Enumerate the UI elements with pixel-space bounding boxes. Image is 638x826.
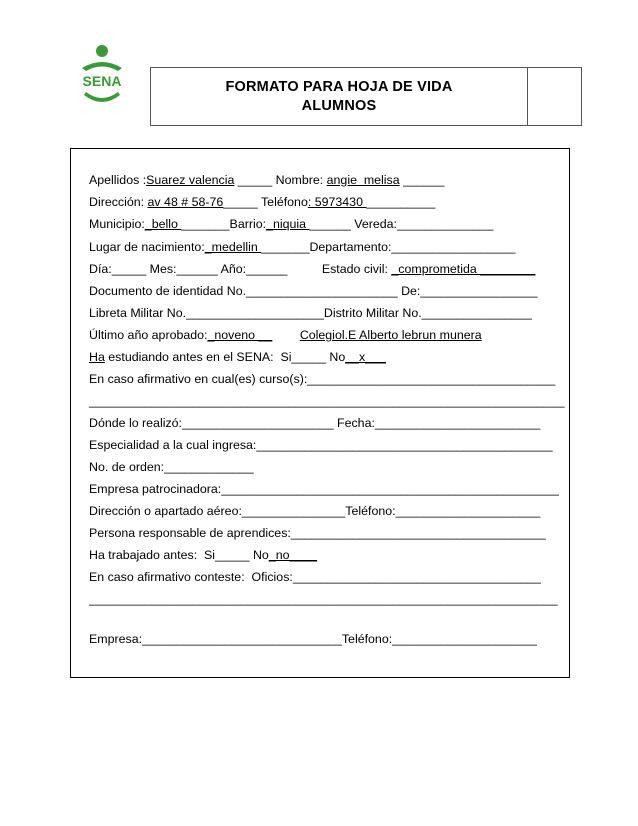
municipio-value: _bello bbox=[144, 217, 182, 231]
header-table bbox=[54, 67, 582, 126]
vereda-label: ______ Vereda:______________ bbox=[309, 217, 494, 231]
logo-text: SENA bbox=[82, 72, 122, 89]
nombre-value: angie melisa bbox=[326, 173, 400, 187]
lugar-nacimiento-label: Lugar de nacimiento: bbox=[89, 240, 205, 254]
nombre-blank: ______ bbox=[399, 173, 445, 187]
persona-responsable-line: Persona responsable de aprendices:_____________________________________ bbox=[89, 526, 546, 540]
fecha-estado-label: Día:_____ Mes:______ Año:______ Estado civil: bbox=[89, 262, 392, 276]
estado-civil-value: _comprometida ________ bbox=[391, 262, 536, 276]
direccion-line bbox=[89, 195, 435, 209]
donde-realizo-line: Dónde lo realizó:______________________ Fecha:________________________ bbox=[89, 416, 541, 430]
municipio-line bbox=[89, 217, 493, 231]
ha-trabajado-label: Ha trabajado antes: Si_____ No bbox=[89, 548, 269, 562]
telefono-blank: __________ bbox=[366, 195, 436, 209]
libreta-militar-line: Libreta Militar No.____________________Distrito Militar No.________________ bbox=[89, 306, 532, 320]
apellidos-value: Suarez valencia bbox=[146, 173, 235, 187]
lugar-nacimiento-value: _medellin bbox=[204, 240, 262, 254]
blank-cell bbox=[528, 68, 582, 126]
ha-trabajado-line bbox=[89, 548, 317, 562]
nombre-label: _____ Nombre: bbox=[234, 173, 327, 187]
documento-line: Documento de identidad No.______________________ De:_________________ bbox=[89, 284, 538, 298]
title-cell bbox=[151, 68, 528, 126]
title-line-1: FORMATO PARA HOJA DE VIDA bbox=[225, 78, 453, 95]
ha-trabajado-value: _no____ bbox=[268, 548, 318, 562]
curso-line: En caso afirmativo en cual(es) curso(s):____________________________________ bbox=[89, 372, 556, 386]
estudio-sena-line bbox=[89, 350, 386, 364]
colegio-value: Colegiol.E Alberto lebrun munera bbox=[299, 328, 482, 342]
apellidos-label: Apellidos : bbox=[89, 173, 147, 187]
especialidad-line: Especialidad a la cual ingresa:___________________________________________ bbox=[89, 438, 553, 452]
empresa-line: Empresa:_____________________________Teléfono:_____________________ bbox=[89, 632, 537, 646]
spacer bbox=[272, 328, 300, 342]
apellidos-line bbox=[89, 173, 444, 187]
direccion-value: av 48 # 58-76 bbox=[147, 195, 224, 209]
oficios-continuation-line: ____________________________________________________________________ bbox=[89, 592, 558, 606]
lugar-nacimiento-line bbox=[89, 240, 515, 254]
ultimo-ano-value: _noveno __ bbox=[207, 328, 273, 342]
title-line-2: ALUMNOS bbox=[301, 97, 377, 114]
curso-continuation-line: _____________________________________________________________________ bbox=[89, 394, 565, 408]
municipio-label: Municipio: bbox=[89, 217, 145, 231]
sena-logo bbox=[72, 42, 132, 112]
estudio-sena-label: estudiando antes en el SENA: Si_____ No bbox=[104, 350, 346, 364]
fecha-estado-line bbox=[89, 262, 535, 276]
ultimo-ano-label: Último año aprobado: bbox=[89, 328, 208, 342]
departamento-label: _______Departamento:__________________ bbox=[261, 240, 516, 254]
barrio-label: _______Barrio: bbox=[181, 217, 267, 231]
direccion-apartado-line: Dirección o apartado aéreo:_______________Teléfono:_____________________ bbox=[89, 504, 541, 518]
oficios-line: En caso afirmativo conteste: Oficios:____________________________________ bbox=[89, 570, 541, 584]
empresa-patrocinadora-line: Empresa patrocinadora:_________________________________________________ bbox=[89, 482, 559, 496]
ha-label: Ha bbox=[89, 350, 105, 364]
telefono-value: : 5973430 bbox=[307, 195, 367, 209]
barrio-value: _niquia bbox=[266, 217, 310, 231]
telefono-label: _____ Teléfono bbox=[223, 195, 308, 209]
orden-line: No. de orden:_____________ bbox=[89, 460, 254, 474]
ultimo-ano-line bbox=[89, 328, 482, 342]
logo-cell bbox=[54, 68, 151, 126]
direccion-label: Dirección: bbox=[89, 195, 148, 209]
estudio-sena-value: __x___ bbox=[345, 350, 386, 364]
